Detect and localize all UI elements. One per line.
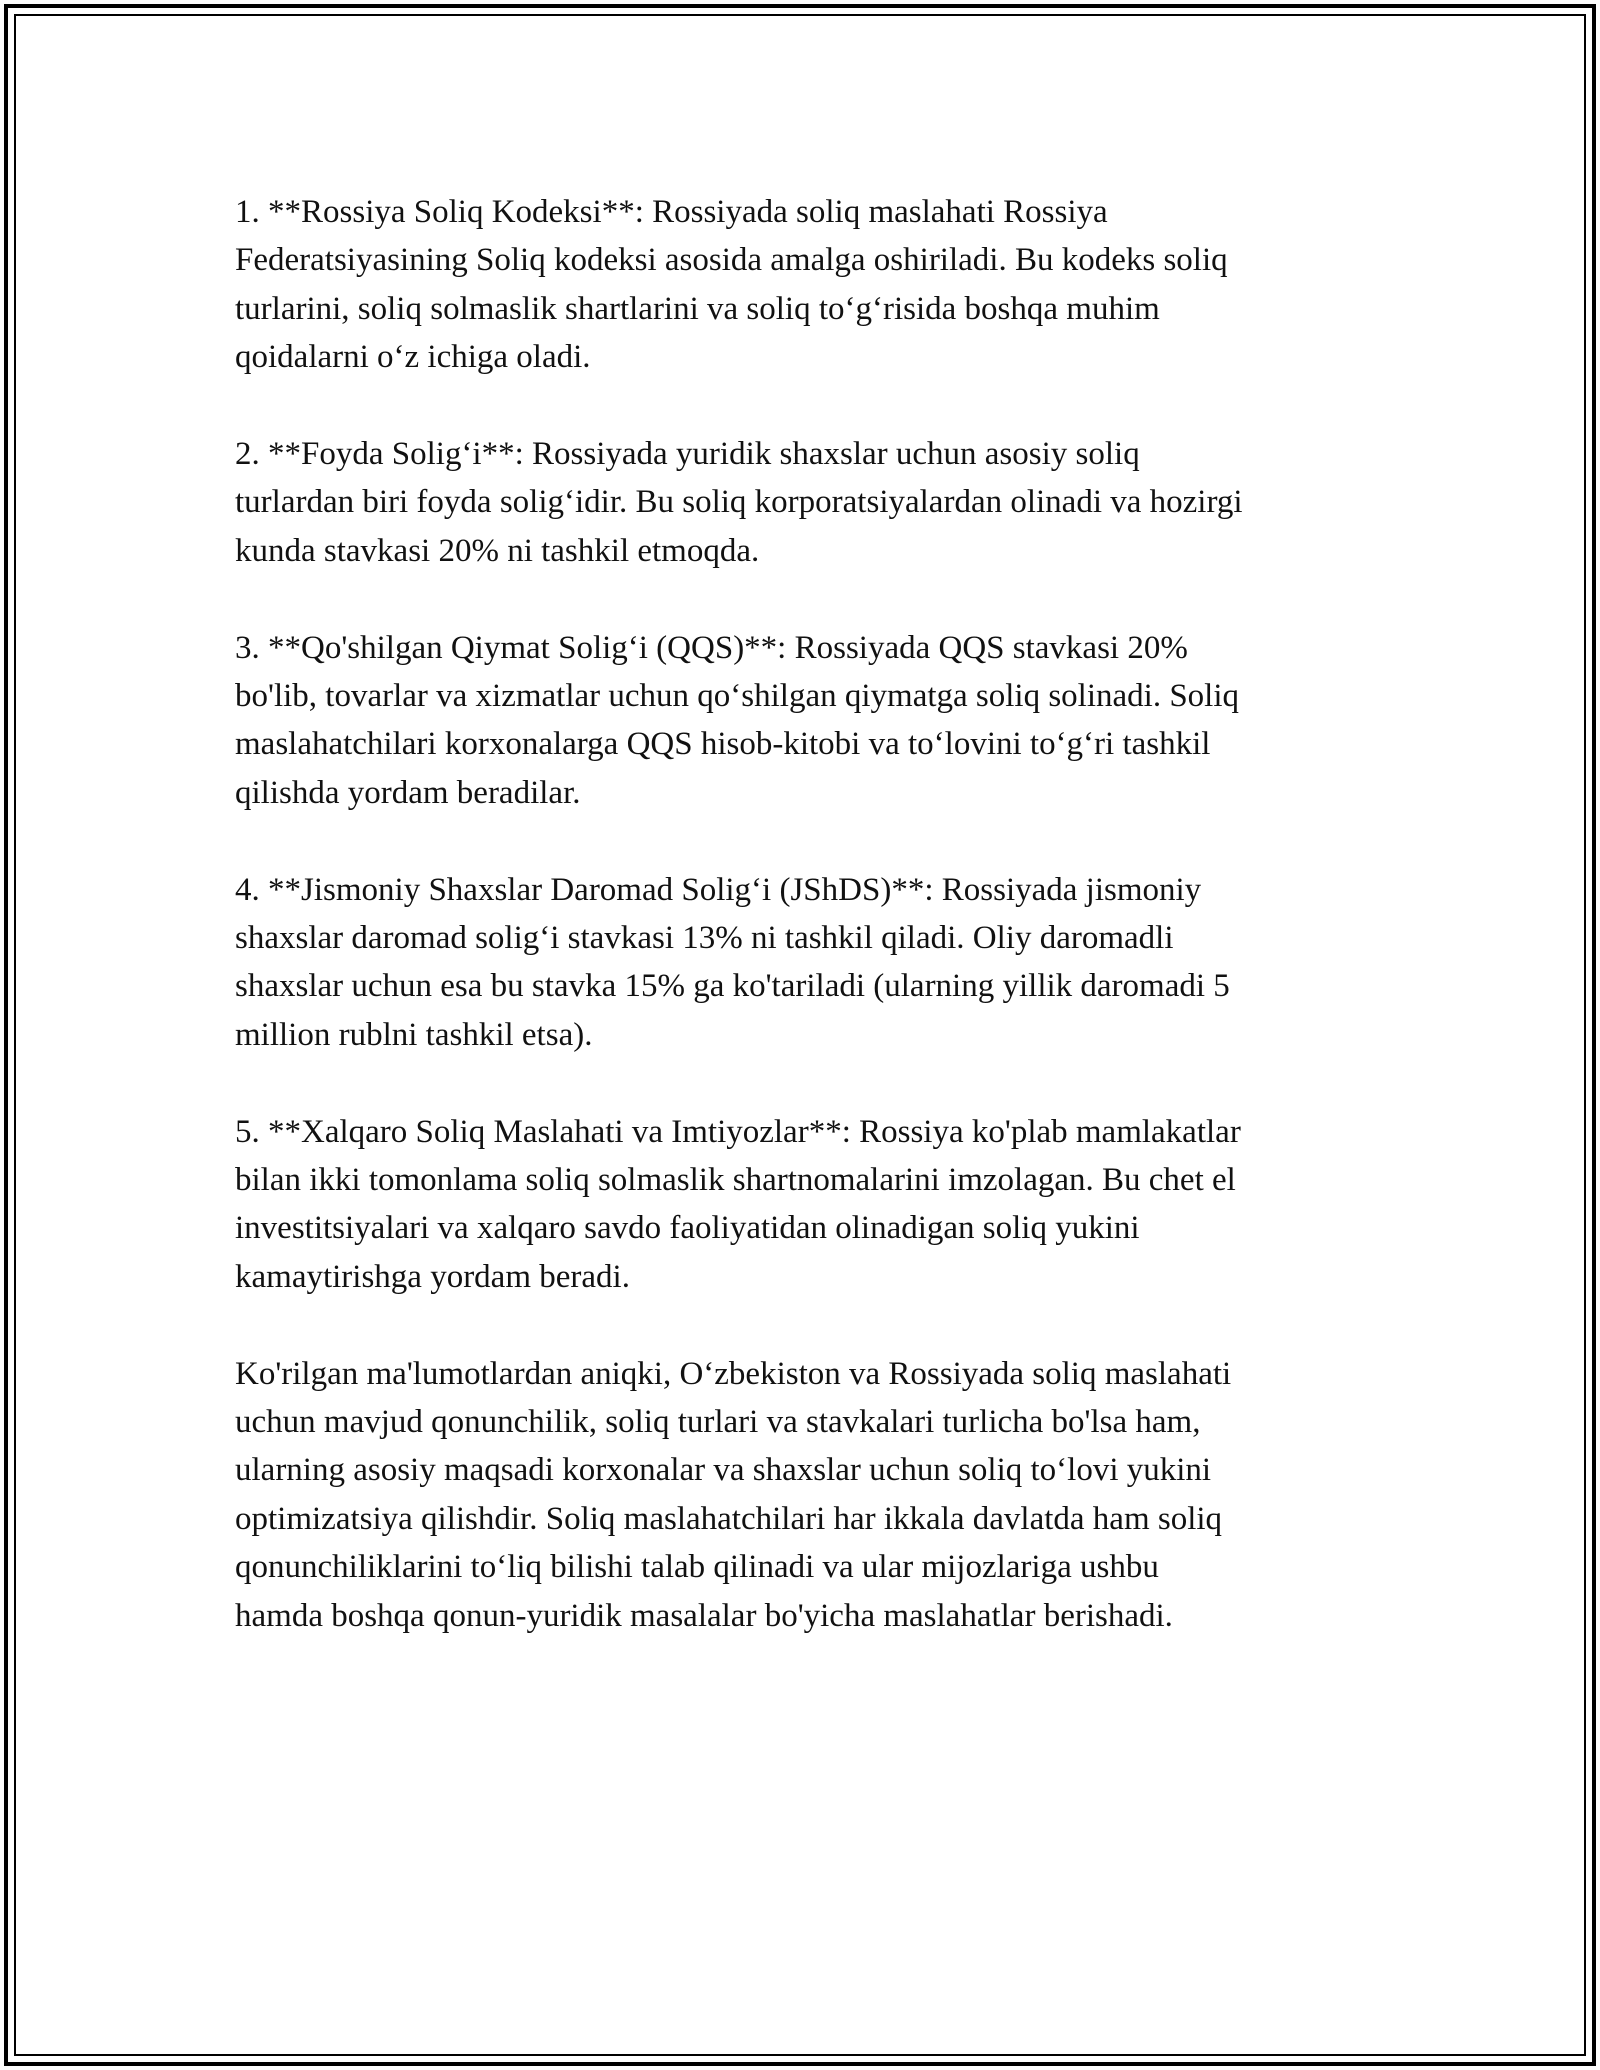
paragraph-conclusion: Ko'rilgan ma'lumotlardan aniqki, O‘zbekiston va Rossiyada soliq maslahati uchun mavjud qonunchilik, soliq turlari va stavkalari turlicha bo'lsa ham, ularning asosiy maqsadi korxonalar va shaxslar uchun soliq to‘lovi yukini optimizatsiya qilishdir. Soliq maslahatchilari har ikkala davlatda ham soliq qonunchiliklarini to‘liq bilishi talab qilinadi va ular mijozlariga ushbu hamda boshqa qonun-yuridik masalalar bo'yicha maslahatlar berishadi. bbox=[235, 1355, 1232, 1634]
paragraph-jshds: 4. **Jismoniy Shaxslar Daromad Solig‘i (JShDS)**: Rossiyada jismoniy shaxslar daromad solig‘i stavkasi 13% ni tashkil qiladi. Oliy daromadli shaxslar uchun esa bu stavka 15% ga ko'tariladi (ularning yillik daromadi 5 million rublni tashkil etsa). bbox=[235, 871, 1230, 1053]
document-body bbox=[235, 188, 1375, 1689]
paragraph-foyda-soligi: 2. **Foyda Solig‘i**: Rossiyada yuridik shaxslar uchun asosiy soliq turlardan biri foyda solig‘idir. Bu soliq korporatsiyalardan olinadi va hozirgi kunda stavkasi 20% ni tashkil etmoqda. bbox=[235, 436, 1243, 569]
paragraph-qqs: 3. **Qo'shilgan Qiymat Solig‘i (QQS)**: Rossiyada QQS stavkasi 20% bo'lib, tovarlar va xizmatlar uchun qo‘shilgan qiymatga soliq solinadi. Soliq maslahatchilari korxonalarga QQS hisob-kitobi va to‘lovini to‘g‘ri tashkil qilishda yordam beradilar. bbox=[235, 629, 1240, 811]
paragraph-xalqaro-soliq: 5. **Xalqaro Soliq Maslahati va Imtiyozlar**: Rossiya ko'plab mamlakatlar bilan ikki tomonlama soliq solmaslik shartnomalarini imzolagan. Bu chet el investitsiyalari va xalqaro savdo faoliyatidan olinadigan soliq yukini kamaytirishga yordam beradi. bbox=[235, 1113, 1241, 1295]
paragraph-rossiya-soliq-kodeksi: 1. **Rossiya Soliq Kodeksi**: Rossiyada soliq maslahati Rossiya Federatsiyasining Soliq kodeksi asosida amalga oshiriladi. Bu kodeks soliq turlarini, soliq solmaslik shartlarini va soliq to‘g‘risida boshqa muhim qoidalarni o‘z ichiga oladi. bbox=[235, 194, 1228, 376]
